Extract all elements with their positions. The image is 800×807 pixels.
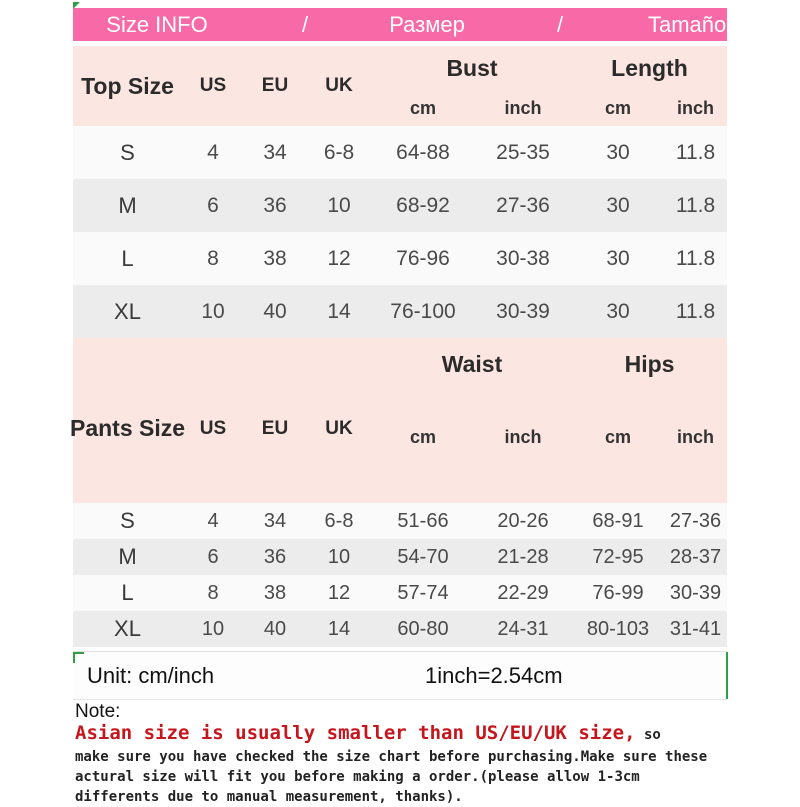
col-header-uk: UK [325, 417, 353, 439]
col-header-eu: EU [261, 75, 289, 96]
value-cell: 57-74 [397, 581, 449, 604]
value-cell: 8 [207, 246, 219, 270]
value-cell: 6 [207, 545, 219, 568]
value-cell: 25-35 [496, 140, 550, 164]
value-cell: 38 [263, 246, 287, 270]
value-cell: 4 [207, 509, 219, 532]
col-header-hips-inch: inch [676, 427, 714, 447]
pants-size-label: Pants Size [69, 415, 186, 441]
value-cell: 34 [263, 140, 287, 164]
size-cell: L [121, 580, 134, 605]
col-header-bust-cm: cm [409, 97, 436, 118]
value-cell: 76-99 [592, 581, 644, 604]
value-cell: 20-26 [497, 509, 549, 532]
value-cell: 4 [207, 140, 219, 164]
value-cell: 30-39 [496, 299, 550, 323]
pants-size-header [69, 338, 727, 503]
table-row [73, 503, 727, 539]
value-cell: 10 [201, 617, 225, 640]
title-bar [73, 8, 727, 41]
value-cell: 12 [327, 246, 351, 270]
value-cell: 36 [263, 193, 287, 217]
title-separator: / [556, 11, 564, 37]
note-highlight-suffix: so [635, 727, 661, 743]
value-cell: 10 [201, 299, 225, 323]
conversion-label: 1inch=2.54cm [425, 662, 563, 688]
size-cell: XL [114, 616, 141, 641]
title-tamano: Tamaño [648, 11, 727, 37]
value-cell: 10 [327, 545, 351, 568]
green-line-mark [726, 652, 728, 699]
note-line: make sure you have checked the size chart before purchasing.Make sure these [75, 749, 708, 765]
value-cell: 11.8 [675, 299, 716, 323]
table-row [73, 575, 727, 611]
col-header-waist-inch: inch [504, 427, 542, 447]
size-chart-sheet [69, 0, 727, 807]
table-row [73, 539, 727, 575]
size-cell: S [120, 139, 135, 165]
value-cell: 11.8 [675, 246, 716, 270]
value-cell: 60-80 [397, 617, 449, 640]
top-size-table [73, 126, 727, 338]
value-cell: 40 [263, 299, 287, 323]
note-highlight-text: Asian size is usually smaller than US/EU/UK size, [75, 722, 636, 744]
value-cell: 34 [263, 509, 287, 532]
col-group-waist: Waist [441, 350, 503, 377]
top-size-header [73, 46, 727, 126]
value-cell: 30 [606, 193, 630, 217]
size-cell: M [118, 192, 137, 218]
value-cell: 27-36 [669, 509, 722, 532]
col-header-hips-cm: cm [604, 427, 631, 447]
value-cell: 12 [327, 581, 351, 604]
value-cell: 6-8 [323, 140, 355, 164]
title-razmer: Размер [389, 11, 465, 37]
table-row [73, 611, 727, 647]
note-highlight-line [75, 721, 727, 747]
value-cell: 6 [207, 193, 219, 217]
value-cell: 64-88 [396, 140, 450, 164]
col-header-uk: UK [325, 75, 353, 96]
size-cell: M [118, 544, 137, 569]
col-group-hips: Hips [624, 350, 675, 377]
value-cell: 72-95 [592, 545, 644, 568]
col-group-bust: Bust [446, 54, 498, 81]
value-cell: 28-37 [669, 545, 722, 568]
col-header-length-cm: cm [604, 97, 631, 118]
value-cell: 51-66 [397, 509, 449, 532]
table-row [73, 232, 727, 285]
size-cell: L [121, 245, 134, 271]
value-cell: 38 [263, 581, 287, 604]
value-cell: 30-39 [669, 581, 722, 604]
col-header-length-inch: inch [676, 97, 714, 118]
title-size-info: Size INFO [106, 11, 208, 37]
value-cell: 8 [207, 581, 219, 604]
col-header-eu: EU [261, 417, 289, 439]
pants-size-table [73, 503, 727, 647]
value-cell: 6-8 [324, 509, 354, 532]
value-cell: 54-70 [397, 545, 449, 568]
value-cell: 68-92 [396, 193, 450, 217]
value-cell: 14 [327, 299, 351, 323]
title-separator: / [301, 11, 309, 37]
top-size-label: Top Size [81, 72, 174, 99]
green-corner-mark [73, 652, 84, 663]
value-cell: 30 [606, 299, 630, 323]
value-cell: 68-91 [592, 509, 644, 532]
col-header-waist-cm: cm [409, 427, 436, 447]
table-row [73, 179, 727, 232]
value-cell: 10 [327, 193, 351, 217]
value-cell: 11.8 [675, 140, 716, 164]
unit-label: Unit: cm/inch [87, 662, 215, 688]
value-cell: 14 [327, 617, 351, 640]
size-cell: XL [114, 298, 141, 324]
value-cell: 22-29 [497, 581, 549, 604]
value-cell: 76-100 [390, 299, 456, 323]
value-cell: 76-96 [396, 246, 450, 270]
value-cell: 36 [263, 545, 287, 568]
note-section [73, 703, 727, 807]
col-header-bust-inch: inch [504, 97, 542, 118]
col-header-us: US [199, 417, 227, 439]
note-line: differents due to manual measurement, thanks). [75, 789, 463, 805]
table-row [73, 126, 727, 179]
note-heading: Note: [75, 701, 121, 722]
value-cell: 21-28 [497, 545, 549, 568]
value-cell: 30 [606, 246, 630, 270]
col-header-us: US [199, 75, 227, 96]
note-line: actural size will fit you before making a order.(please allow 1-3cm [75, 769, 640, 785]
value-cell: 31-41 [669, 617, 722, 640]
value-cell: 11.8 [675, 193, 716, 217]
value-cell: 24-31 [497, 617, 549, 640]
value-cell: 27-36 [496, 193, 550, 217]
unit-bar [73, 651, 727, 700]
value-cell: 30 [606, 140, 630, 164]
value-cell: 40 [263, 617, 287, 640]
table-row [73, 285, 727, 338]
col-group-length: Length [611, 54, 688, 81]
value-cell: 80-103 [586, 617, 650, 640]
size-cell: S [120, 508, 135, 533]
value-cell: 30-38 [496, 246, 550, 270]
